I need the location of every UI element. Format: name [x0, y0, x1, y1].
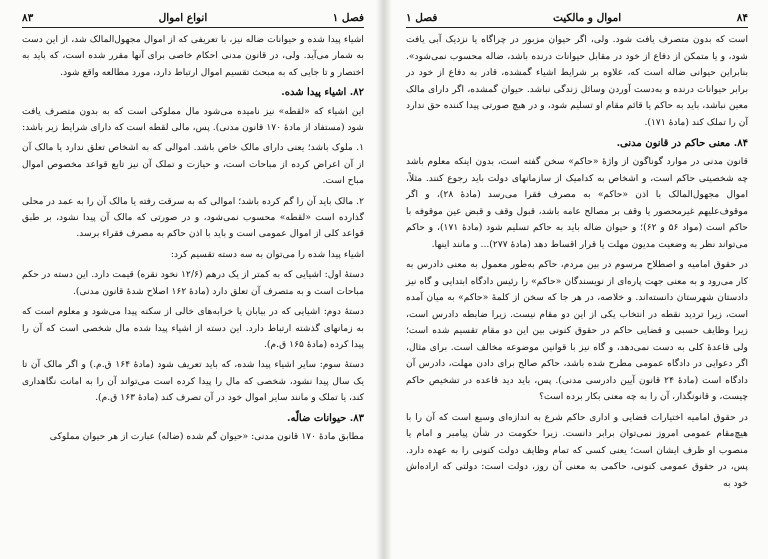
- paragraph: اشیاء پیدا شده را می‌توان به سه دسته تقسیم کرد:: [170, 248, 364, 260]
- paragraph: این اشیاء که «لقطه» نیز نامیده می‌شود مال مملوکی است که به بدون متصرف یافت شود (مستفاد از مادهٔ ۱۷۰ قانون مدنی). پس، مالی لقطه است که دارای شرایط زیر باشد:: [22, 105, 364, 134]
- chapter-label: فصل ۱: [406, 12, 438, 24]
- book-gutter: [376, 0, 392, 559]
- page-body: [22, 32, 364, 445]
- page-body: [406, 32, 748, 492]
- section-heading: ۸۳. حیوانات ضالّه.: [286, 412, 364, 424]
- paragraph: قانون مدنی در موارد گوناگون از واژهٔ «حاکم» سخن گفته است، بدون اینکه معلوم باشد چه شخصیتی حاکم است، و اشخاص به کدامیک از سازمانهای دولت باید رجوع کنند. مثلاً، اموال مجهول‌المالک با اذن «حاکم» به مصرف فقرا می‌رسد (مادهٔ ۲۸)، و اگر موقوف‌علیهم غیرمحصور یا وقف بر مصالح عامه باشد، قبول وقف و قبض عین موقوفه با حاکم است (مواد ۵۶ و ۶۲)؛ و حیوان ضاله باید به حاکم تسلیم شود (مادهٔ ۱۷۱)، و حاکم می‌تواند نظر به وضعیت مدیون مهلت یا قرار اقساط دهد (مادهٔ ۲۷۷)... و مانند اینها.: [406, 156, 749, 250]
- chapter-label: فصل ۱: [332, 12, 364, 24]
- paragraph: مطابق مادهٔ ۱۷۰ قانون مدنی: «حیوان گم شده (ضاله) عبارت از هر حیوان مملوکی: [49, 430, 364, 442]
- paragraph: است که بدون متصرف یافت شود. ولی، اگر حیوان مزبور در چراگاه یا نزدیک آبی یافت شود، و یا متمکن از دفاع از خود در مقابل حیوانات درنده باشد، ضاله محسوب نمی‌شود». بنابراین حیوانی ضاله است که، علاوه بر شرایط اشیاء گمشده، قادر به دفاع از خود در برابر حیوانات درنده و به‌دست آوردن وسائل زندگی نباشد. حیوان گمشده، اگر دارای مالک معین نباشد، باید به حاکم یا قائم مقام او تسلیم شود، و در هیچ صورتی پیدا کننده حق ندارد آن را تملک کند (مادهٔ ۱۷۱).: [406, 34, 748, 128]
- page-header: [406, 12, 748, 28]
- section-heading: ۸۴. معنی حاکم در قانون مدنی.: [616, 138, 748, 149]
- paragraph: در حقوق امامیه اختیارات قضایی و اداری حاکم شرع به اندازه‌ای وسیع است که آن را با هیچ‌مقام عمومی امروز نمی‌توان برابر دانست. زیرا حکومت در شأن پیامبر و امام یا منصوب او ظرف ایشان است؛ یعنی کسی که تمام وظایف دولت کنونی را به عهده دارد. پس، در حقوق عمومی کنونی، حاکمی به معنی آن روز، دولت است: دولتی که اراده‌اش خود به: [406, 411, 748, 489]
- section-heading: ۸۲. اشیاء پیدا شده.: [281, 87, 364, 99]
- right-page: [392, 0, 768, 559]
- page-number: ۸۴: [736, 12, 748, 24]
- paragraph: در حقوق امامیه و اصطلاح مرسوم در بین مردم، حاکم به‌طور معمول به معنی دادرس به کار می‌رود و به معنی جهت پاره‌ای از نویسندگان «حاکم» را رئیس دادگاه ابتدایی و گاه نیز دادستان شهرستان دانسته‌اند. و خلاصه، در هر جا که سخن از کلمهٔ «حاکم» به میان آمده است، زیرا تردید نقطه در انتخاب یکی از این دو مقام نیست. زیرا ضابطه دادرس است، زیرا وظایف حسبی و قضایی حاکم در حقوق کنونی بین این دو مقام تقسیم شده است؛ ولی قاعدهٔ کلی به دست نمی‌دهد، و گاه نیز با قوانین موضوعه مخالف است. برای مثال، اگر دعوایی در دادگاه عمومی مطرح شده باشد، حاکم صالح برای دادن مهلت، دادرس آن دادگاه است (مادهٔ ۲۴ قانون آیین دادرسی مدنی). پس، باید دید قاعده در تشخیص حاکم چیست، و قانونگذار، آن را به چه معنی بکار برده است؟: [406, 259, 748, 402]
- paragraph: دستهٔ سوم: سایر اشیاء پیدا شده، که باید تعریف شود (مادهٔ ۱۶۴ ق.م.) و اگر مالک آن تا یک سال پیدا نشود، شخصی که مال را پیدا کرده است می‌تواند آن را به امانت نگاهداری کند، یا تملک و مانند سایر اموال خود در آن تصرف کند (مادهٔ ۱۶۳ ق.م).: [22, 359, 364, 404]
- running-title: اموال و مالکیت: [552, 12, 622, 24]
- left-page: [0, 0, 376, 559]
- paragraph: دستهٔ دوم: اشیایی که در بیابان یا خرابه‌های خالی از سکنه پیدا می‌شود و معلوم است که به زمانهای گذشته ارتباط دارد. این دسته از اشیاء پیدا شده مال شخصی است که آن را پیدا کرده (مادهٔ ۱۶۵ ق.م).: [22, 306, 364, 350]
- paragraph: اشیاء پیدا شده و حیوانات ضاله نیز، با تعریفی که از اموال مجهول‌المالک شد، از این دست به شمار می‌آید. ولی، در قانون مدنی احکام خاصی برای آنها مقرر شده است، که باید به اختصار و تا جایی که به مبحث تقسیم اموال ارتباط دارد، مورد مطالعه واقع شود.: [22, 34, 364, 78]
- paragraph: ۲. مالک باید آن را گم کرده باشد؛ اموالی که به سرقت رفته یا مالک آن را به عمد در محلی گذارده است «لقطه» محسوب نمی‌شود، و در صورتی که مالک آن پیدا نشود، بر طبق قواعد کلی از اموال عمومی است و باید با اذن حاکم به مصرف فقراء برسد.: [22, 195, 364, 240]
- paragraph: ۱. ملوک باشد؛ یعنی دارای مالک خاص باشد. اموالی که به اشخاص تعلق ندارد یا مالک آن از آن اعراض کرده از مباحات است، و حیازت و تملک آن نیز تابع قواعد مخصوص اموال مباح است.: [22, 142, 364, 187]
- page-header: [22, 12, 364, 28]
- running-title: انواع اموال: [158, 12, 208, 24]
- page-number: ۸۳: [22, 12, 34, 24]
- paragraph: دستهٔ اول: اشیایی که به کمتر از یک درهم (۱۲/۶ نخود نقره) قیمت دارد. این دسته در حکم مباحات است و به متصرف آن تعلق دارد (مادهٔ ۱۶۲ اصلاح شدهٔ قانون مدنی).: [22, 269, 364, 297]
